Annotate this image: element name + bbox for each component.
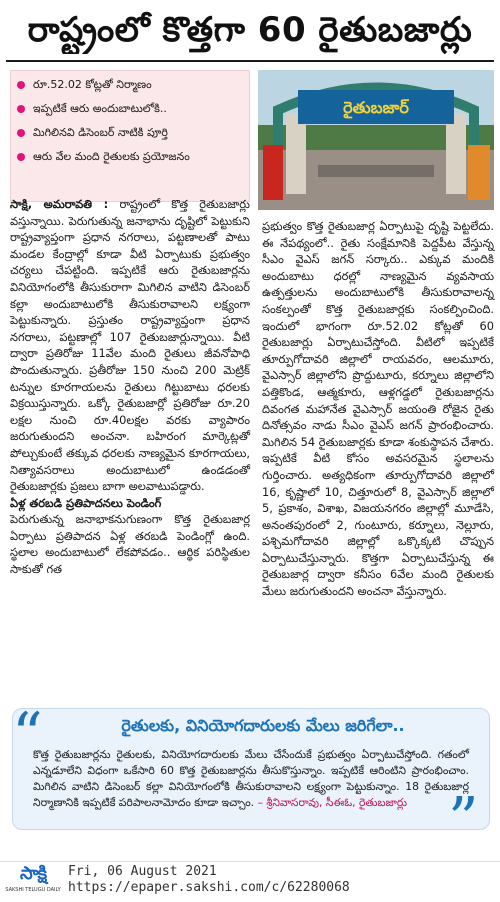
open-quote-icon: “	[12, 700, 43, 770]
article-left-column	[10, 196, 250, 578]
market-photo-illustration	[258, 70, 494, 210]
bullet-dot-icon	[17, 81, 25, 89]
article-right-column	[262, 218, 494, 600]
article-paragraph: పెరుగుతున్న జనాభాకనుగుణంగా కొత్త రైతుబజార్ల ఏర్పాటు ప్రతిపాదన ఏళ్ల తరబడి పెండింగ్లో ఉంది. స్థలాల అందుబాటులో లేకపోవడం.. ఆర్థిక పరిస్థితుల సాకుతో గత	[10, 512, 250, 577]
highlights-box	[10, 70, 250, 202]
quote-signoff: – శ్రీనివాసరావు, సీఈఓ, రైతుబజార్లు	[257, 796, 408, 809]
quote-title: రైతులకు, వినియోగదారులకు మేలు జరిగేలా..	[121, 716, 405, 735]
svg-text:రైతుబజార్: రైతుబజార్	[343, 98, 409, 117]
byline: సాక్షి, అమరావతి :	[10, 197, 109, 211]
bullet-dot-icon	[17, 105, 25, 113]
highlight-item: ఇప్పటికే ఆరు అందుబాటులోకి..	[17, 101, 243, 116]
headline-divider	[6, 60, 494, 62]
epaper-link[interactable]: https://epaper.sakshi.com/c/62280068	[68, 880, 350, 895]
article-paragraph: రాష్ట్రంలో కొత్త రైతుబజార్లు వస్తున్నాయి. పెరుగుతున్న జనాభాను దృష్టిలో పెట్టుకుని రాష్ట్రవ్యాప్తంగా ప్రధాన నగరాలు, పట్టణాలతో పాటు మండల కేంద్రాల్లో కూడా వీటి ఏర్పాటుకు ప్రభుత్వం చర్యలు చేపట్టింది. ఇప్పటికే ఆరు రైతుబజార్లను వినియోగంలోకి తీసుకురాగా మిగిలిన వాటిని డిసెంబర్ కల్లా అందుబాటులోకి తీసుకురావాలని లక్ష్యంగా పెట్టుకున్నారు. ప్రస్తుతం రాష్ట్రవ్యాప్తంగా ప్రధాన నగరాలు, పట్టణాల్లో 107 రైతుబజార్లున్నాయి. వీటి ద్వారా ప్రతిరోజు 11వేల మంది రైతులు జీవనోపాధి పొందుతున్నారు. ప్రతీరోజు 150 నుంచి 200 మెట్రిక్ టన్నుల కూరగాయలను రైతులు గిట్టుబాటు ధరలకు విక్రయిస్తున్నారు. ఒక్కో రైతుబజార్లో ప్రతిరోజు రూ.20 లక్షల నుంచి రూ.40లక్షల వరకు వ్యాపారం జరుగుతుందని అంచనా. బహిరంగ మార్కెట్లతో పోల్చుకుంటే తక్కువ ధరలకు నాణ్యమైన కూరగాయలు, నిత్యావసరాలు అందుబాటులో ఉండడంతో రైతుబజార్లకు ప్రజలు బాగా అలవాటుపడ్డారు.	[10, 197, 251, 494]
close-quote-icon: ”	[448, 785, 479, 855]
quote-box	[12, 708, 490, 830]
highlight-item: ఆరు వేల మంది రైతులకు ప్రయోజనం	[17, 149, 243, 164]
publication-date: Fri, 06 August 2021	[68, 864, 217, 879]
quote-text: కొత్త రైతుబజార్లను రైతులకు, వినియోగదారులకు మేలు చేసేందుకే ప్రభుత్వం ఏర్పాటుచేస్తోంది. గతంలో ఎన్నడూలేని విధంగా ఒకేసారి 60 కొత్త రైతుబజార్లను తీసుకొస్తున్నాం. ఇప్పటికే ఆరింటిని ప్రారంభించాం. మిగిలిన వాటిని డిసెంబర్ కల్లా వినియోగంలోకి తీసుకురావాలని లక్ష్యంగా పెట్టుకున్నాం. 18 రైతుబజార్ల నిర్మాణానికి ఇప్పటికే పరిపాలనామోదం కూడా ఇచ్చాం. – శ్రీనివాసరావు, సీఈఓ, రైతుబజార్లు	[33, 748, 469, 809]
market-entrance-photo	[258, 70, 494, 210]
sakshi-logo: సాక్షి SAKSHI TELUGU DAILY	[4, 863, 62, 897]
headline: రాష్ట్రంలో కొత్తగా 60 రైతుబజార్లు	[27, 10, 473, 50]
subheading: ఏళ్ల తరబడి ప్రతిపాదనలు పెండింగ్	[10, 495, 162, 510]
bullet-dot-icon	[17, 153, 25, 161]
bullet-dot-icon	[17, 129, 25, 137]
highlight-item: మిగిలినవి డిసెంబర్ నాటికి పూర్తి	[17, 125, 243, 140]
article-paragraph: ప్రభుత్వం కొత్త రైతుబజార్ల ఏర్పాటుపై దృష్టి పెట్టలేదు. ఈ నేపథ్యంలో.. రైతు సంక్షేమానికి పెద్దపీట వేస్తున్న సీఎం వైఎస్ జగన్ సర్కారు.. ఎక్కువ మందికి అందుబాటు ధరల్లో నాణ్యమైన వ్యవసాయ ఉత్పత్తులను అందుబాటులోకి తీసుకురావాలన్న సంకల్పంతో కొత్త రైతుబజార్లకు సంకల్పించింది. ఇందులో భాగంగా రూ.52.02 కోట్లతో 60 రైతుబజార్లు ఏర్పాటుచేస్తోంది. వీటిలో ఇప్పటికే తూర్పుగోదావరి జిల్లాలో రాయవరం, ఆలమూరు, వైఎస్సార్ జిల్లాలోని ప్రొద్దుటూరు, కర్నూలు జిల్లాలోని పత్తికొండ, ఆత్మకూరు, ఆళ్లగడ్డలో రైతుబజార్లను దివంగత మహానేత వైఎస్సార్ జయంతి రోజైన రైతు దినోత్సవం నాడు సీఎం వైఎస్ జగన్ ప్రారంభించారు. మిగిలిన 54 రైతుబజార్లకు కూడా శంకుస్థాపన చేశారు. ఇప్పటికే వీటి కోసం అవసరమైన స్థలాలను గుర్తించారు. అత్యధికంగా తూర్పుగోదావరి జిల్లాలో 16, కృష్ణాలో 10, చిత్తూరులో 8, వైఎస్సార్ జిల్లాలో 5, ప్రకాశం, విశాఖ, విజయనగరం జిల్లాల్లో మూడేసి, అనంతపురంలో 2, గుంటూరు, కర్నూలు, నెల్లూరు, పశ్చిమగోదావరి జిల్లాల్లో ఒక్కొక్కటి చొప్పున ఏర్పాటుచేస్తున్నారు. కొత్తగా ఏర్పాటుచేస్తున్న ఈ రైతుబజార్ల ద్వారా కనీసం 6వేల మంది రైతులకు మేలు జరుగుతుందని అంచనా వేస్తున్నారు.	[262, 219, 494, 599]
highlight-item: రూ.52.02 కోట్లతో నిర్మాణం	[17, 77, 243, 92]
